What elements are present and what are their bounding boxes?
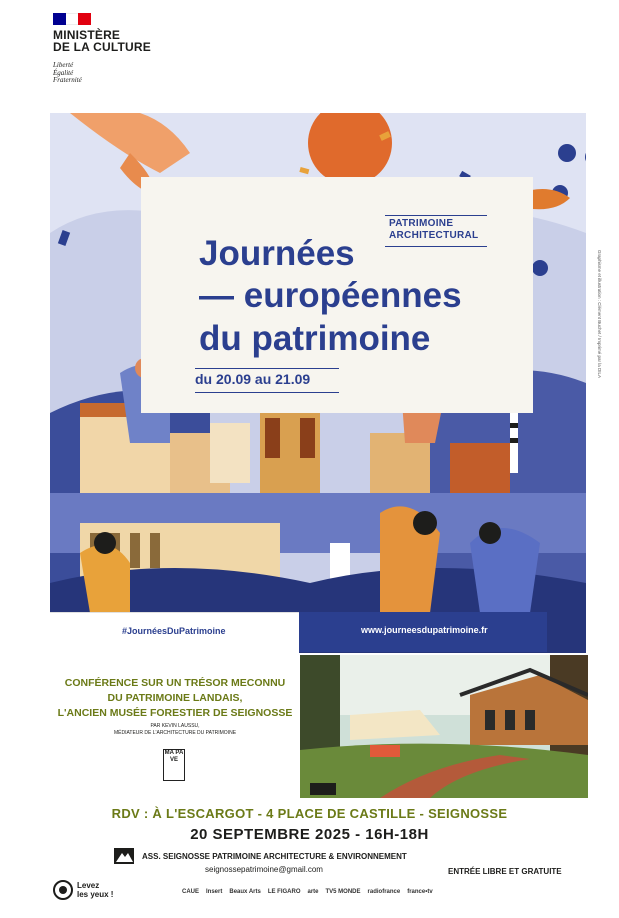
poster-tag: PATRIMOINE ARCHITECTURAL — [389, 218, 479, 241]
partner-logos — [182, 886, 433, 898]
painting-illustration — [300, 655, 588, 798]
contact-email[interactable]: seignossepatrimoine@gmail.com — [205, 865, 323, 874]
partner-logo: TV5 MONDE — [325, 889, 361, 895]
event-datetime: 20 SEPTEMBRE 2025 - 16H-18H — [190, 826, 429, 843]
partner-logo: Insert — [206, 889, 223, 895]
rendezvous-address: RDV : À L'ESCARGOT - 4 PLACE DE CASTILLE - SEIGNOSSE — [111, 806, 508, 821]
partner-logo: arte — [307, 889, 319, 895]
poster-title-line1: Journées — [199, 234, 355, 273]
partner-logo: france•tv — [407, 889, 433, 895]
hashtag: #JournéesDuPatrimoine — [122, 626, 226, 636]
partner-logo: CAUE — [182, 889, 200, 895]
republic-motto: Liberté Égalité Fraternité — [53, 61, 82, 84]
entry-info: ENTRÉE LIBRE ET GRATUITE — [448, 867, 562, 876]
dates-rule-bottom — [195, 392, 339, 393]
speaker-credit: PAR KEVIN LAUSSU, MÉDIATEUR DE L'ARCHITECTURE DU PATRIMOINE — [113, 723, 237, 736]
poster-dates: du 20.09 au 21.09 — [195, 371, 311, 387]
poster-title-box — [141, 177, 533, 413]
association-name: ASS. SEIGNOSSE PATRIMOINE ARCHITECTURE & ENVIRONNEMENT — [142, 852, 407, 861]
website-bar — [299, 612, 547, 652]
levez-les-yeux-logo: Levez les yeux ! — [53, 880, 113, 900]
tag-rule-bottom — [385, 246, 487, 247]
eye-icon — [53, 880, 73, 900]
conference-title: CONFÉRENCE SUR UN TRÉSOR MECONNU DU PATRIMOINE LANDAIS, L'ANCIEN MUSÉE FORESTIER DE SEIGNOSSE — [57, 677, 293, 719]
poster-title-line3: du patrimoine — [199, 319, 431, 358]
hashtag-bar — [50, 612, 299, 653]
partner-logo: radiofrance — [367, 889, 401, 895]
republique-flag-logo — [53, 13, 91, 25]
partner-logo: LE FIGARO — [267, 889, 301, 895]
ministry-name: MINISTÈRE DE LA CULTURE — [53, 28, 151, 54]
mountain-icon — [114, 848, 134, 864]
illustration-credit: Graphisme et illustration : Clément Buchet / Imprimé par la DILA — [597, 250, 602, 379]
museum-painting — [300, 655, 588, 798]
poster-title-line2: — européennes — [199, 276, 462, 315]
partner-logo: Beaux Arts — [229, 889, 261, 895]
website-link[interactable]: www.journeesdupatrimoine.fr — [361, 625, 488, 635]
mapave-logo: MA PA VE — [163, 749, 185, 781]
tag-rule-top — [385, 215, 487, 216]
dates-rule-top — [195, 368, 339, 369]
